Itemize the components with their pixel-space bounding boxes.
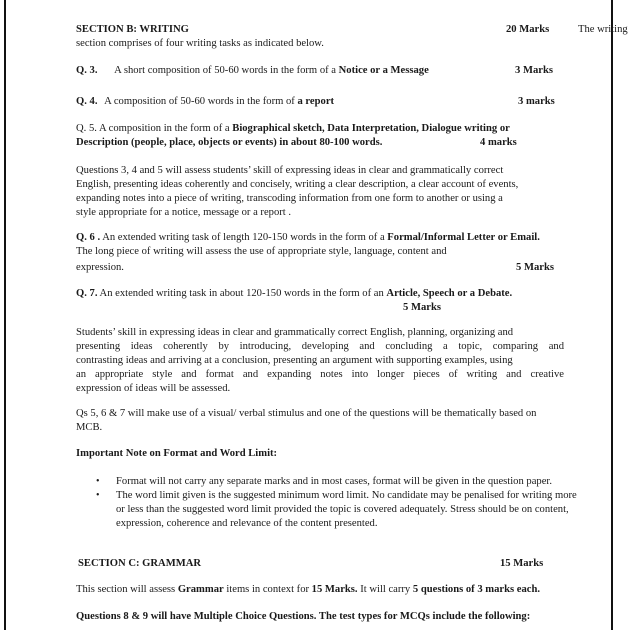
q5-line-2: Description (people, place, objects or events) in about 80-100 words. xyxy=(76,137,383,148)
section-c-heading: SECTION C: GRAMMAR xyxy=(78,558,202,569)
q6-line-1 xyxy=(76,232,540,244)
q5-text: Q. 5. A composition in the form of a xyxy=(76,123,233,134)
bullet-1-icon: • xyxy=(96,476,100,487)
section-b-marks: 20 Marks xyxy=(506,24,550,35)
q4-text: A composition of 50-60 words in the form of xyxy=(104,96,298,107)
q3-text: A short composition of 50-60 words in the form of a xyxy=(114,65,339,76)
q5-line-1 xyxy=(76,123,510,135)
q3-bold: Notice or a Message xyxy=(338,65,429,76)
q5-bold-1: Biographical sketch, Data Interpretation, Dialogue writing or xyxy=(232,123,510,134)
q6-bold: Formal/Informal Letter or Email. xyxy=(387,232,540,243)
section-c-bold-1: Grammar xyxy=(177,584,224,595)
section-b-heading: SECTION B: WRITING xyxy=(76,24,189,35)
assess1-line-3: expanding notes into a piece of writing, transcoding information from one form to another or using a xyxy=(76,193,503,204)
section-c-text-1: This section will assess xyxy=(76,584,178,595)
page-right-border xyxy=(611,0,613,630)
assess2-line-4 xyxy=(76,369,564,381)
q4-number: Q. 4. xyxy=(76,96,98,107)
note-heading: Important Note on Format and Word Limit: xyxy=(76,448,278,459)
q7-number: Q. 7. xyxy=(76,288,98,299)
section-c-text-3: It will carry xyxy=(357,584,413,595)
q6-text: An extended writing task of length 120-150 words in the form of a xyxy=(100,232,388,243)
qs567-line-1: Qs 5, 6 & 7 will make use of a visual/ verbal stimulus and one of the questions will be thematically based on xyxy=(76,408,537,419)
q5-marks: 4 marks xyxy=(480,137,517,148)
q7-line-1 xyxy=(76,288,512,300)
assess2-line-4-text: an appropriate style and format and expanding notes into longer pieces of writing and creative xyxy=(76,369,564,380)
q6-marks: 5 Marks xyxy=(516,262,554,273)
bullet-2-icon: • xyxy=(96,490,100,501)
note-bullet-2-line-2: or less than the suggested word limit provided the topic is covered adequately. Stress should be on content, xyxy=(116,504,569,515)
section-c-bold-3: 5 questions of 3 marks each. xyxy=(412,584,541,595)
q4-line xyxy=(76,96,334,108)
q7-marks: 5 Marks xyxy=(403,302,441,313)
q3-number: Q. 3. xyxy=(76,65,98,76)
q3-marks: 3 Marks xyxy=(515,65,553,76)
q6-line-3: expression. xyxy=(76,262,124,273)
section-c-line xyxy=(76,584,540,596)
assess1-line-2: English, presenting ideas coherently and concisely, writing a clear description, a clear account of events, xyxy=(76,179,519,190)
page-left-border xyxy=(4,0,6,630)
q4-bold: a report xyxy=(297,96,335,107)
assess2-line-3: contrasting ideas and arriving at a conclusion, presenting an argument with supporting examples, using xyxy=(76,355,513,366)
q6-line-2: The long piece of writing will assess the use of appropriate style, language, content and xyxy=(76,246,447,257)
section-c-marks: 15 Marks xyxy=(500,558,544,569)
section-b-intro-tail: The writing xyxy=(578,24,628,35)
q3-line xyxy=(76,65,429,77)
qs567-line-2: MCB. xyxy=(76,422,103,433)
assess2-line-1: Students’ skill in expressing ideas in clear and grammatically correct English, planning, organizing and xyxy=(76,327,514,338)
section-c-text-2: items in context for xyxy=(223,584,312,595)
assess2-line-5: expression of ideas will be assessed. xyxy=(76,383,231,394)
assess2-line-2 xyxy=(76,341,564,353)
note-bullet-2-line-1: The word limit given is the suggested minimum word limit. No candidate may be penalised for writing more xyxy=(116,490,577,501)
section-c-mcq: Questions 8 & 9 will have Multiple Choice Questions. The test types for MCQs include the following: xyxy=(76,611,531,622)
assess2-line-2-text: presenting ideas coherently by introducing, developing and concluding a topic, comparing and xyxy=(76,341,564,352)
section-b-intro: section comprises of four writing tasks as indicated below. xyxy=(76,38,324,49)
note-bullet-1: Format will not carry any separate marks and in most cases, format will be given in the question paper. xyxy=(116,476,552,487)
q7-bold: Article, Speech or a Debate. xyxy=(386,288,513,299)
q4-marks: 3 marks xyxy=(518,96,555,107)
assess1-line-1: Questions 3, 4 and 5 will assess students’ skill of expressing ideas in clear and grammatically correct xyxy=(76,165,504,176)
assess1-line-4: style appropriate for a notice, message or a report . xyxy=(76,207,292,218)
note-bullet-2-line-3: expression, coherence and relevance of the content presented. xyxy=(116,518,378,529)
section-c-bold-2: 15 Marks. xyxy=(311,584,358,595)
q7-text: An extended writing task in about 120-150 words in the form of an xyxy=(97,288,387,299)
q6-number: Q. 6 . xyxy=(76,232,101,243)
